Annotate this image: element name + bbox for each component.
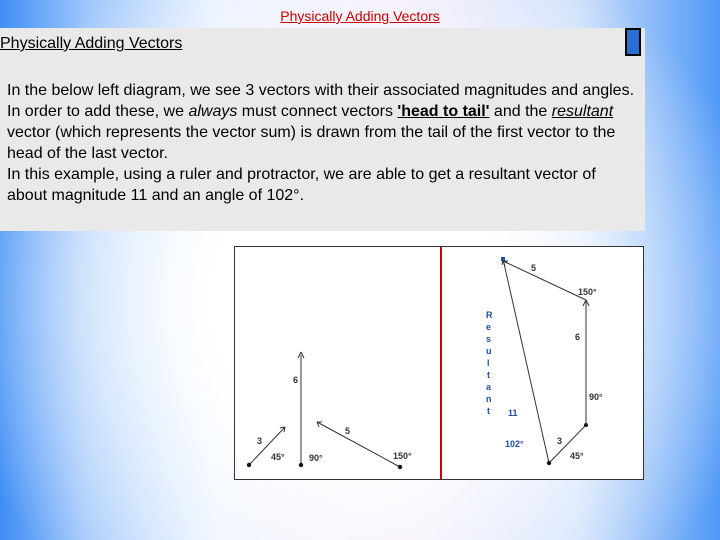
left-label-150: 150° [393, 451, 412, 461]
right-label-5: 5 [531, 263, 537, 273]
right-label-6: 6 [575, 332, 581, 342]
vector-diagram [234, 246, 644, 480]
right-vector-5 [503, 261, 586, 300]
panel-heading: Physically Adding Vectors [0, 35, 183, 52]
resultant-letter: n [486, 394, 492, 404]
resultant-letter: e [486, 322, 492, 332]
right-label-90: 90° [589, 392, 603, 402]
vector-diagram-svg [235, 247, 643, 479]
resultant-letter: u [486, 346, 492, 356]
resultant-letter: l [487, 358, 490, 368]
left-label-3: 3 [257, 436, 263, 446]
p1-text-c: and the [489, 103, 552, 120]
corner-marker [625, 28, 641, 56]
right-vectors [486, 257, 603, 465]
left-label-5: 5 [345, 426, 351, 436]
left-label-45: 45° [271, 452, 285, 462]
right-label-150: 150° [578, 287, 597, 297]
left-label-90: 90° [309, 453, 323, 463]
left-vector-3-tail [247, 463, 251, 467]
p1-text-d: vector (which represents the vector sum) is drawn from the tail of the first vector to the head of the last vector. [7, 124, 616, 162]
right-label-45: 45° [570, 451, 584, 461]
left-vector-6-tail [299, 463, 303, 467]
right-label-3: 3 [557, 436, 563, 446]
resultant-letter: t [487, 406, 490, 416]
content-panel [0, 28, 645, 231]
p1-always: always [188, 103, 238, 120]
resultant-angle: 102° [505, 439, 524, 449]
resultant-vector [503, 259, 549, 463]
p1-head-to-tail: 'head to tail' [397, 103, 490, 120]
paragraph-2: In this example, using a ruler and protractor, we are able to get a resultant vector of about magnitude 11 and an angle of 102°. [7, 166, 596, 204]
left-label-6: 6 [293, 375, 299, 385]
p1-resultant: resultant [551, 103, 614, 120]
left-vector-5-tail [398, 465, 402, 469]
left-vector-5 [317, 422, 400, 467]
resultant-head-marker [501, 257, 505, 261]
p1-text-b: must connect vectors [237, 103, 398, 120]
resultant-magnitude: 11 [508, 408, 518, 418]
resultant-vertical-label [486, 310, 493, 416]
paragraph-1 [7, 80, 637, 164]
left-vectors [247, 352, 412, 469]
slide-title: Physically Adding Vectors [280, 8, 440, 24]
resultant-letter: t [487, 370, 490, 380]
resultant-letter: a [486, 382, 492, 392]
explanation-text [7, 80, 637, 206]
resultant-letter: R [486, 310, 493, 320]
p1-text-a: In the below left diagram, we see 3 vectors with their associated magnitudes and angles. In order to add these, we [7, 82, 635, 120]
resultant-letter: s [486, 334, 492, 344]
